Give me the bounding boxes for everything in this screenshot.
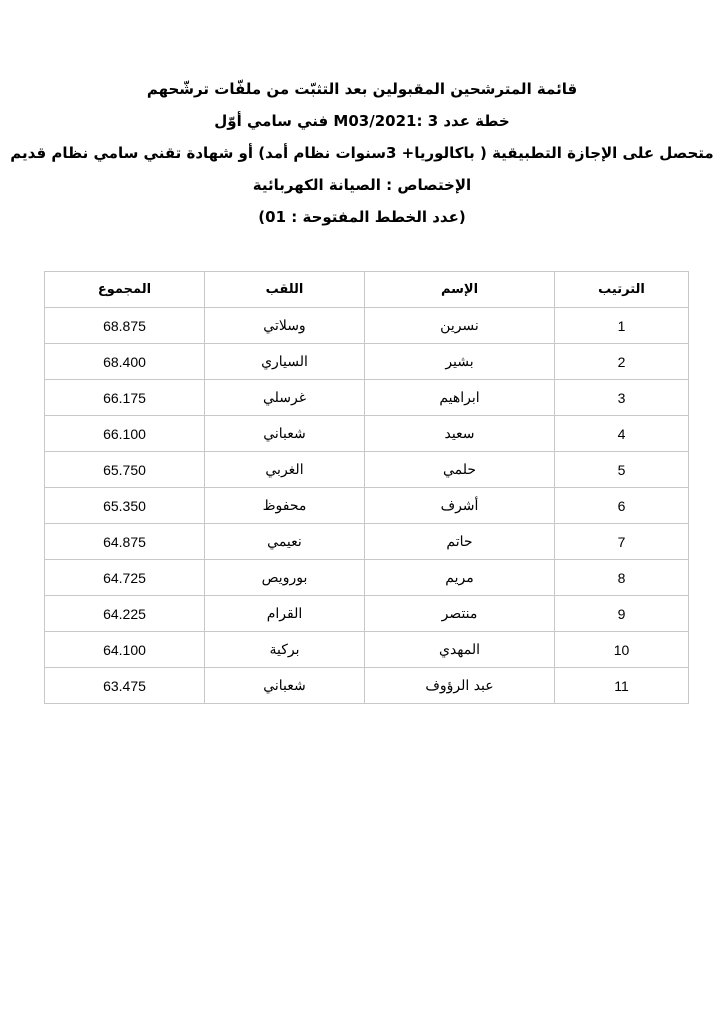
table-row: [45, 344, 689, 380]
cell-surname: نعيمي: [205, 524, 365, 560]
cell-rank: 4: [555, 416, 689, 452]
table-row: [45, 596, 689, 632]
table-row: [45, 488, 689, 524]
table-row: [45, 416, 689, 452]
cell-total: 65.350: [45, 488, 205, 524]
cell-surname: شعباني: [205, 416, 365, 452]
table-row: [45, 452, 689, 488]
table-row: [45, 560, 689, 596]
cell-total: 63.475: [45, 668, 205, 704]
table-row: [45, 524, 689, 560]
header-surname: اللقب: [205, 272, 365, 308]
header-qualification: متحصل على الإجازة التطبيقية ( باكالوريا+ 3سنوات نظام أمد) أو شهادة تقني سامي نظام قديم: [10, 144, 714, 162]
cell-surname: السياري: [205, 344, 365, 380]
cell-surname: وسلاتي: [205, 308, 365, 344]
candidates-table: [44, 271, 689, 704]
cell-rank: 1: [555, 308, 689, 344]
cell-total: 64.725: [45, 560, 205, 596]
cell-surname: الغربي: [205, 452, 365, 488]
cell-rank: 8: [555, 560, 689, 596]
cell-name: حاتم: [365, 524, 555, 560]
cell-surname: بركية: [205, 632, 365, 668]
cell-total: 64.225: [45, 596, 205, 632]
table-row: [45, 632, 689, 668]
cell-name: ابراهيم: [365, 380, 555, 416]
header-specialty: الإختصاص : الصيانة الكهربائية: [252, 176, 472, 194]
document-header: [0, 80, 724, 240]
cell-rank: 11: [555, 668, 689, 704]
cell-name: بشير: [365, 344, 555, 380]
cell-surname: محفوظ: [205, 488, 365, 524]
cell-rank: 3: [555, 380, 689, 416]
cell-total: 64.100: [45, 632, 205, 668]
cell-name: حلمي: [365, 452, 555, 488]
cell-name: المهدي: [365, 632, 555, 668]
cell-total: 66.175: [45, 380, 205, 416]
header-name: الإسم: [365, 272, 555, 308]
cell-name: منتصر: [365, 596, 555, 632]
cell-surname: القرام: [205, 596, 365, 632]
cell-total: 65.750: [45, 452, 205, 488]
cell-surname: شعباني: [205, 668, 365, 704]
header-plan: خطة عدد 3 :M03/2021 فني سامي أوّل: [214, 112, 510, 130]
cell-name: نسرين: [365, 308, 555, 344]
header-open-positions: (عدد الخطط المفتوحة : 01): [258, 208, 466, 226]
header-total: المجموع: [45, 272, 205, 308]
table-header-row: [45, 272, 689, 308]
cell-surname: بورويص: [205, 560, 365, 596]
cell-rank: 10: [555, 632, 689, 668]
header-title: قائمة المترشحين المقبولين بعد التثبّت من ملفّات ترشّحهم: [146, 80, 578, 98]
cell-total: 64.875: [45, 524, 205, 560]
cell-surname: غرسلي: [205, 380, 365, 416]
cell-total: 68.400: [45, 344, 205, 380]
cell-rank: 5: [555, 452, 689, 488]
cell-rank: 6: [555, 488, 689, 524]
cell-rank: 9: [555, 596, 689, 632]
table-row: [45, 668, 689, 704]
cell-name: مريم: [365, 560, 555, 596]
cell-rank: 7: [555, 524, 689, 560]
cell-name: سعيد: [365, 416, 555, 452]
cell-total: 66.100: [45, 416, 205, 452]
header-rank: الترتيب: [555, 272, 689, 308]
table-row: [45, 380, 689, 416]
cell-name: أشرف: [365, 488, 555, 524]
table-row: [45, 308, 689, 344]
cell-total: 68.875: [45, 308, 205, 344]
cell-rank: 2: [555, 344, 689, 380]
cell-name: عبد الرؤوف: [365, 668, 555, 704]
